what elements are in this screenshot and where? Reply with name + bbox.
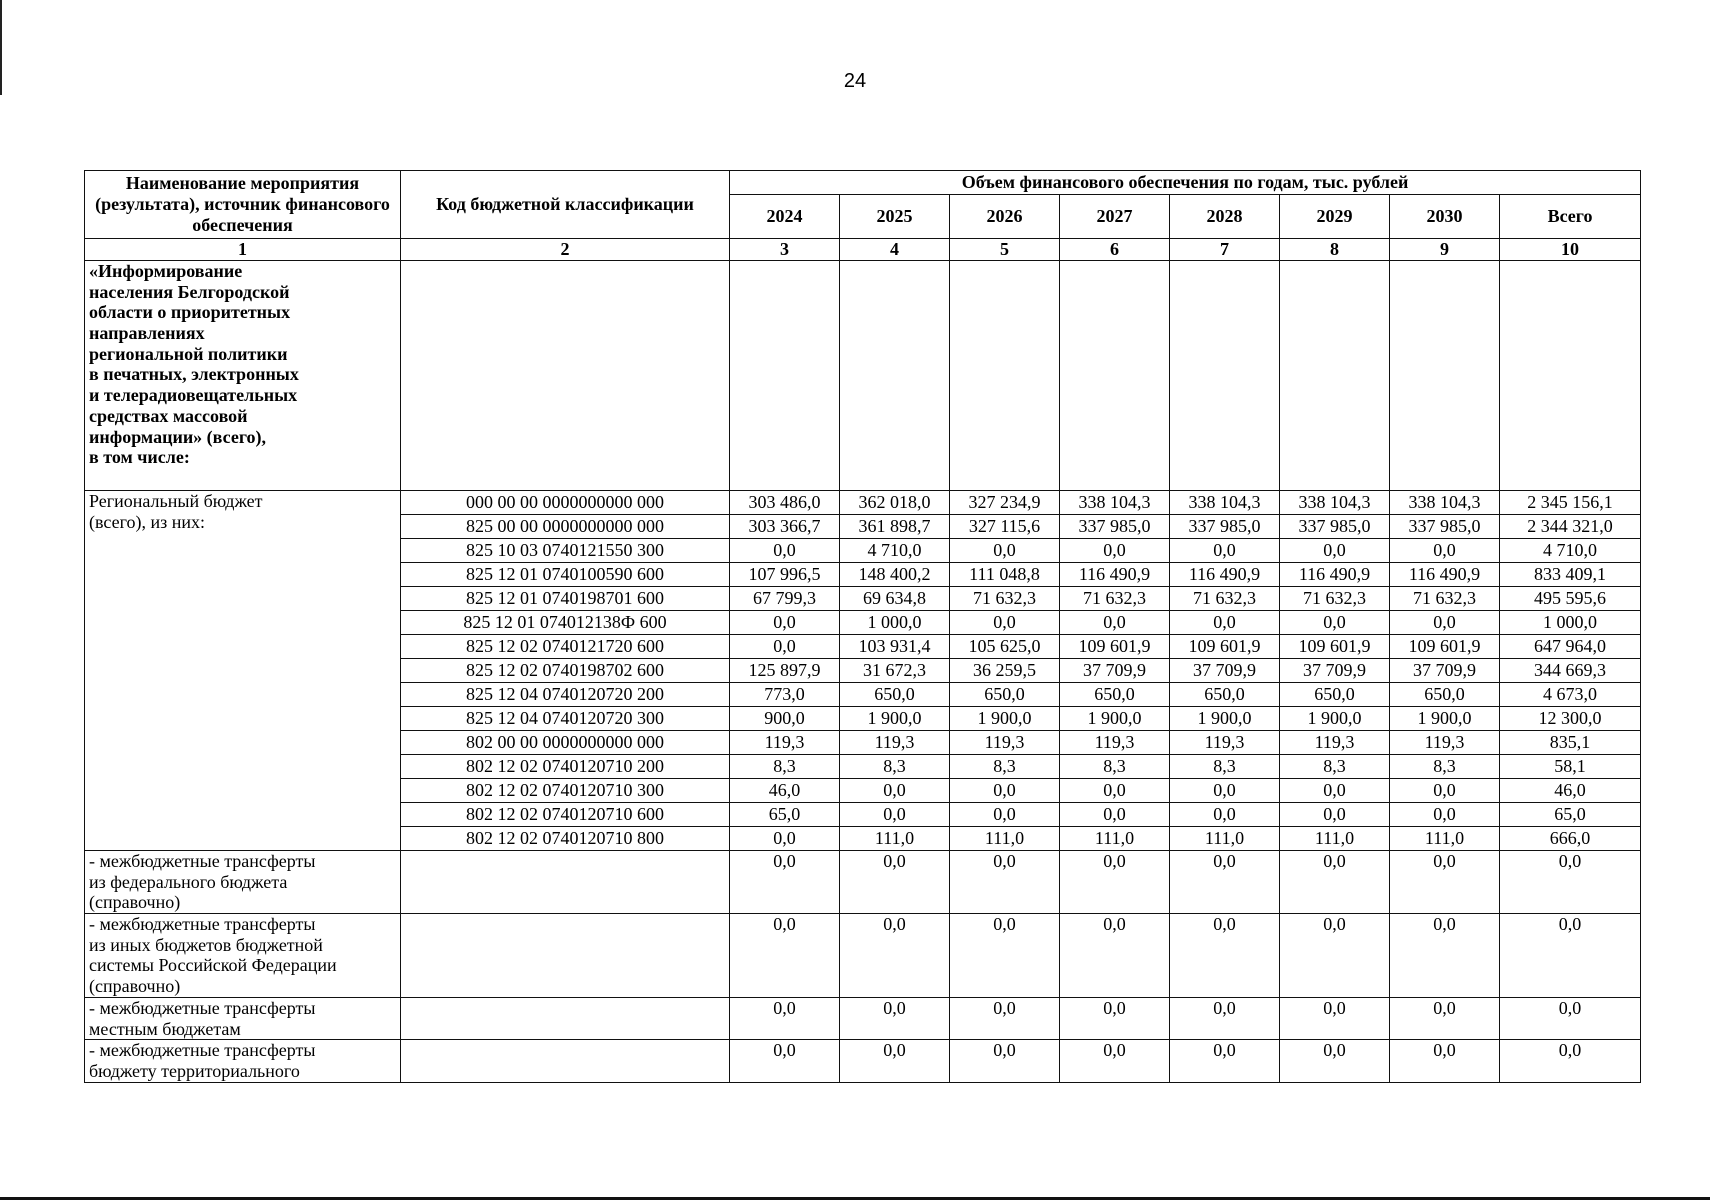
year-value: 8,3	[840, 755, 950, 779]
empty-cell	[1060, 261, 1170, 491]
total-value: 0,0	[1500, 851, 1641, 914]
year-value: 109 601,9	[1060, 635, 1170, 659]
empty-code-cell	[401, 851, 730, 914]
page-number: 24	[843, 70, 867, 92]
year-value: 0,0	[1170, 539, 1280, 563]
year-value: 0,0	[730, 998, 840, 1040]
column-index: 4	[840, 239, 950, 261]
transfer-label: - межбюджетные трансферты из иных бюджетов бюджетной системы Российской Федерации (справочно)	[85, 914, 401, 998]
year-value: 0,0	[1060, 803, 1170, 827]
year-value: 109 601,9	[1170, 635, 1280, 659]
year-value: 0,0	[1280, 998, 1390, 1040]
year-value: 0,0	[1280, 914, 1390, 998]
year-value: 0,0	[950, 851, 1060, 914]
empty-cell	[1170, 261, 1280, 491]
total-value: 46,0	[1500, 779, 1641, 803]
year-value: 0,0	[840, 1040, 950, 1082]
year-value: 37 709,9	[1060, 659, 1170, 683]
transfer-label: - межбюджетные трансферты бюджету территориального	[85, 1040, 401, 1082]
year-header: 2030	[1390, 195, 1500, 239]
transfer-row	[85, 1040, 1641, 1082]
budget-code: 825 12 04 0740120720 200	[401, 683, 730, 707]
empty-code-cell	[401, 1040, 730, 1082]
year-value: 119,3	[1280, 731, 1390, 755]
activity-title: «Информирование населения Белгородской области о приоритетных направлениях региональной политики в печатных, электронных и телерадиовещательных средствах массовой информации» (всего), в том числе:	[85, 261, 401, 491]
year-value: 0,0	[950, 1040, 1060, 1082]
year-value: 71 632,3	[950, 587, 1060, 611]
year-value: 0,0	[840, 914, 950, 998]
year-value: 327 234,9	[950, 491, 1060, 515]
year-value: 71 632,3	[1280, 587, 1390, 611]
year-value: 0,0	[1280, 803, 1390, 827]
total-value: 4 710,0	[1500, 539, 1641, 563]
budget-code: 825 12 01 0740198701 600	[401, 587, 730, 611]
total-value: 0,0	[1500, 1040, 1641, 1082]
year-value: 0,0	[1390, 998, 1500, 1040]
year-value: 0,0	[1170, 803, 1280, 827]
year-value: 650,0	[1170, 683, 1280, 707]
transfer-label: - межбюджетные трансферты местным бюджетам	[85, 998, 401, 1040]
year-value: 338 104,3	[1390, 491, 1500, 515]
total-value: 65,0	[1500, 803, 1641, 827]
regional-budget-label: Региональный бюджет (всего), из них:	[85, 491, 401, 851]
year-value: 327 115,6	[950, 515, 1060, 539]
year-value: 0,0	[950, 803, 1060, 827]
year-value: 0,0	[950, 779, 1060, 803]
budget-code: 802 12 02 0740120710 800	[401, 827, 730, 851]
year-value: 0,0	[1060, 851, 1170, 914]
budget-code: 825 12 02 0740198702 600	[401, 659, 730, 683]
budget-code: 825 12 01 0740100590 600	[401, 563, 730, 587]
year-value: 0,0	[730, 827, 840, 851]
year-value: 0,0	[730, 611, 840, 635]
column-index: 6	[1060, 239, 1170, 261]
year-value: 0,0	[1060, 611, 1170, 635]
empty-cell	[1280, 261, 1390, 491]
total-value: 2 344 321,0	[1500, 515, 1641, 539]
year-value: 0,0	[950, 611, 1060, 635]
year-value: 338 104,3	[1060, 491, 1170, 515]
year-value: 0,0	[1280, 779, 1390, 803]
year-value: 0,0	[730, 1040, 840, 1082]
empty-cell	[1390, 261, 1500, 491]
column-index: 2	[401, 239, 730, 261]
col-code-header: Код бюджетной классификации	[401, 171, 730, 239]
budget-code: 000 00 00 0000000000 000	[401, 491, 730, 515]
total-value: 0,0	[1500, 914, 1641, 998]
year-value: 46,0	[730, 779, 840, 803]
year-value: 119,3	[730, 731, 840, 755]
year-value: 650,0	[1060, 683, 1170, 707]
year-value: 8,3	[1170, 755, 1280, 779]
year-header: 2025	[840, 195, 950, 239]
total-value: 666,0	[1500, 827, 1641, 851]
year-value: 0,0	[1060, 914, 1170, 998]
year-value: 0,0	[950, 998, 1060, 1040]
year-value: 0,0	[1390, 851, 1500, 914]
year-value: 105 625,0	[950, 635, 1060, 659]
year-value: 0,0	[730, 539, 840, 563]
year-value: 109 601,9	[1390, 635, 1500, 659]
budget-code: 802 00 00 0000000000 000	[401, 731, 730, 755]
transfer-row	[85, 851, 1641, 914]
year-value: 362 018,0	[840, 491, 950, 515]
year-value: 116 490,9	[1280, 563, 1390, 587]
year-header: 2026	[950, 195, 1060, 239]
year-value: 0,0	[1390, 914, 1500, 998]
year-header: 2027	[1060, 195, 1170, 239]
total-value: 344 669,3	[1500, 659, 1641, 683]
year-value: 37 709,9	[1280, 659, 1390, 683]
budget-code-row	[85, 491, 1641, 515]
year-value: 31 672,3	[840, 659, 950, 683]
financing-table	[84, 170, 1641, 1083]
transfer-row	[85, 998, 1641, 1040]
year-value: 0,0	[1170, 914, 1280, 998]
total-header: Всего	[1500, 195, 1641, 239]
year-value: 0,0	[1060, 779, 1170, 803]
budget-code: 802 12 02 0740120710 300	[401, 779, 730, 803]
year-value: 0,0	[1280, 539, 1390, 563]
budget-code: 825 00 00 0000000000 000	[401, 515, 730, 539]
year-value: 119,3	[1060, 731, 1170, 755]
year-value: 111,0	[1170, 827, 1280, 851]
transfer-row	[85, 914, 1641, 998]
year-value: 103 931,4	[840, 635, 950, 659]
year-value: 0,0	[840, 851, 950, 914]
year-value: 116 490,9	[1060, 563, 1170, 587]
year-value: 1 900,0	[840, 707, 950, 731]
total-value: 647 964,0	[1500, 635, 1641, 659]
year-value: 303 366,7	[730, 515, 840, 539]
budget-code: 825 12 02 0740121720 600	[401, 635, 730, 659]
empty-cell	[840, 261, 950, 491]
column-index: 8	[1280, 239, 1390, 261]
year-value: 8,3	[950, 755, 1060, 779]
year-value: 69 634,8	[840, 587, 950, 611]
year-value: 0,0	[730, 914, 840, 998]
year-value: 8,3	[1390, 755, 1500, 779]
column-index: 1	[85, 239, 401, 261]
year-value: 0,0	[1390, 611, 1500, 635]
year-value: 0,0	[840, 779, 950, 803]
year-value: 111 048,8	[950, 563, 1060, 587]
year-value: 119,3	[840, 731, 950, 755]
total-value: 2 345 156,1	[1500, 491, 1641, 515]
year-value: 8,3	[1280, 755, 1390, 779]
year-value: 116 490,9	[1390, 563, 1500, 587]
col-volume-header: Объем финансового обеспечения по годам, тыс. рублей	[730, 171, 1641, 195]
total-value: 835,1	[1500, 731, 1641, 755]
year-value: 111,0	[1060, 827, 1170, 851]
total-value: 58,1	[1500, 755, 1641, 779]
column-index: 7	[1170, 239, 1280, 261]
budget-code: 825 10 03 0740121550 300	[401, 539, 730, 563]
year-value: 111,0	[1390, 827, 1500, 851]
year-value: 338 104,3	[1170, 491, 1280, 515]
year-value: 0,0	[1390, 1040, 1500, 1082]
year-value: 0,0	[1170, 611, 1280, 635]
year-value: 0,0	[1170, 779, 1280, 803]
transfer-label: - межбюджетные трансферты из федерального бюджета (справочно)	[85, 851, 401, 914]
year-value: 1 900,0	[1280, 707, 1390, 731]
year-value: 337 985,0	[1280, 515, 1390, 539]
year-value: 67 799,3	[730, 587, 840, 611]
year-value: 116 490,9	[1170, 563, 1280, 587]
year-value: 125 897,9	[730, 659, 840, 683]
year-header: 2024	[730, 195, 840, 239]
year-value: 0,0	[730, 851, 840, 914]
year-value: 338 104,3	[1280, 491, 1390, 515]
year-value: 111,0	[840, 827, 950, 851]
year-value: 1 900,0	[1390, 707, 1500, 731]
year-value: 4 710,0	[840, 539, 950, 563]
empty-cell	[950, 261, 1060, 491]
year-value: 650,0	[1280, 683, 1390, 707]
year-value: 0,0	[1170, 851, 1280, 914]
year-value: 148 400,2	[840, 563, 950, 587]
year-value: 0,0	[1280, 1040, 1390, 1082]
empty-cell	[401, 261, 730, 491]
year-value: 111,0	[1280, 827, 1390, 851]
column-index: 10	[1500, 239, 1641, 261]
year-value: 107 996,5	[730, 563, 840, 587]
year-value: 71 632,3	[1060, 587, 1170, 611]
year-value: 119,3	[1390, 731, 1500, 755]
total-value: 12 300,0	[1500, 707, 1641, 731]
empty-code-cell	[401, 998, 730, 1040]
total-value: 833 409,1	[1500, 563, 1641, 587]
year-value: 0,0	[1170, 998, 1280, 1040]
budget-code: 802 12 02 0740120710 200	[401, 755, 730, 779]
year-value: 0,0	[1390, 539, 1500, 563]
total-value: 0,0	[1500, 998, 1641, 1040]
year-value: 111,0	[950, 827, 1060, 851]
year-value: 0,0	[1280, 611, 1390, 635]
column-index-row	[85, 239, 1641, 261]
total-value: 4 673,0	[1500, 683, 1641, 707]
year-value: 119,3	[950, 731, 1060, 755]
year-value: 109 601,9	[1280, 635, 1390, 659]
year-value: 0,0	[1060, 998, 1170, 1040]
year-value: 337 985,0	[1170, 515, 1280, 539]
year-value: 773,0	[730, 683, 840, 707]
year-value: 65,0	[730, 803, 840, 827]
year-header: 2029	[1280, 195, 1390, 239]
year-value: 1 000,0	[840, 611, 950, 635]
empty-cell	[730, 261, 840, 491]
year-header: 2028	[1170, 195, 1280, 239]
year-value: 0,0	[1060, 539, 1170, 563]
year-value: 0,0	[1390, 779, 1500, 803]
year-value: 8,3	[730, 755, 840, 779]
budget-code: 825 12 04 0740120720 300	[401, 707, 730, 731]
year-value: 1 900,0	[1060, 707, 1170, 731]
activity-row	[85, 261, 1641, 491]
year-value: 0,0	[950, 539, 1060, 563]
col-name-header: Наименование мероприятия (результата), источник финансового обеспечения	[85, 171, 401, 239]
year-value: 37 709,9	[1170, 659, 1280, 683]
column-index: 5	[950, 239, 1060, 261]
column-index: 9	[1390, 239, 1500, 261]
year-value: 37 709,9	[1390, 659, 1500, 683]
total-value: 1 000,0	[1500, 611, 1641, 635]
header-row-top	[85, 171, 1641, 195]
year-value: 71 632,3	[1390, 587, 1500, 611]
year-value: 900,0	[730, 707, 840, 731]
total-value: 495 595,6	[1500, 587, 1641, 611]
budget-code: 825 12 01 074012138Ф 600	[401, 611, 730, 635]
year-value: 8,3	[1060, 755, 1170, 779]
year-value: 0,0	[950, 914, 1060, 998]
year-value: 0,0	[840, 998, 950, 1040]
budget-code: 802 12 02 0740120710 600	[401, 803, 730, 827]
year-value: 0,0	[1060, 1040, 1170, 1082]
year-value: 650,0	[1390, 683, 1500, 707]
year-value: 0,0	[1280, 851, 1390, 914]
year-value: 650,0	[840, 683, 950, 707]
year-value: 119,3	[1170, 731, 1280, 755]
year-value: 337 985,0	[1060, 515, 1170, 539]
year-value: 36 259,5	[950, 659, 1060, 683]
year-value: 361 898,7	[840, 515, 950, 539]
year-value: 1 900,0	[950, 707, 1060, 731]
year-value: 0,0	[1390, 803, 1500, 827]
year-value: 337 985,0	[1390, 515, 1500, 539]
year-value: 0,0	[840, 803, 950, 827]
year-value: 303 486,0	[730, 491, 840, 515]
empty-cell	[1500, 261, 1641, 491]
year-value: 0,0	[730, 635, 840, 659]
empty-code-cell	[401, 914, 730, 998]
column-index: 3	[730, 239, 840, 261]
year-value: 71 632,3	[1170, 587, 1280, 611]
year-value: 650,0	[950, 683, 1060, 707]
year-value: 1 900,0	[1170, 707, 1280, 731]
year-value: 0,0	[1170, 1040, 1280, 1082]
